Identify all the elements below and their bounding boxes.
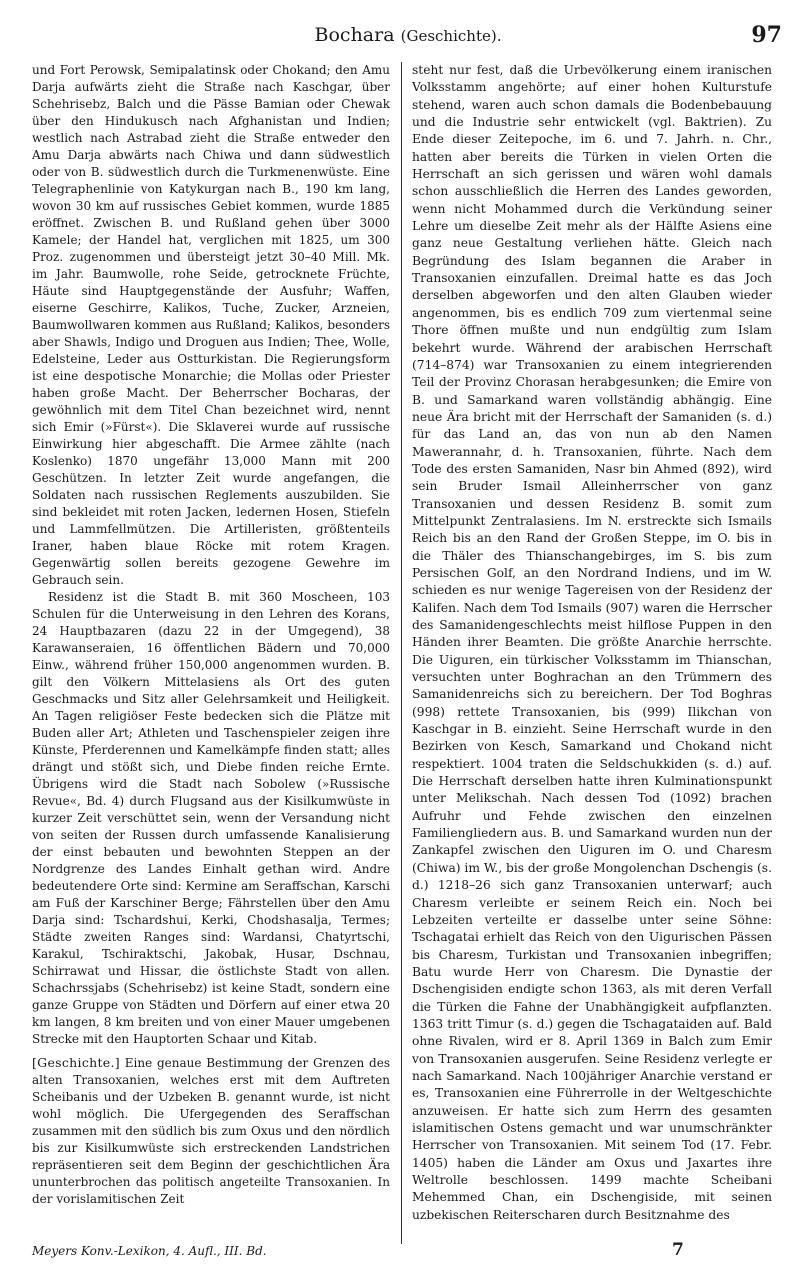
left-paragraph-3 xyxy=(32,1054,390,1208)
left-column xyxy=(32,62,390,1208)
right-column xyxy=(412,62,772,1224)
left-paragraph-3-text: Eine genaue Bestimmung der Grenzen des alten Transoxanien, welches erst mit dem Auftreten Scheibanis und der Uzbeken B. genannt wurde, ist nicht wohl möglich. Die Ufergegenden des Seraffschan zusammen mit den südlich bis zum Oxus und den nördlich bis zur Kisilkumwüste sich erstreckenden Landstrichen repräsentieren seit dem Beginn der geschichtlichen Ära ununterbrochen das politisch angeteilte Transoxanien. In der vorislamitischen Zeit xyxy=(32,1056,390,1206)
running-title-main: Bochara xyxy=(314,24,395,46)
footer-signature-mark: 7 xyxy=(672,1240,684,1260)
page-number: 97 xyxy=(751,22,782,48)
section-label-geschichte: [Geschichte.] xyxy=(32,1055,120,1070)
running-title-subtitle: (Geschichte). xyxy=(400,27,502,45)
left-paragraph-2: Residenz ist die Stadt B. mit 360 Moscheen, 103 Schulen für die Unterweisung in den Lehren des Korans, 24 Hauptbazaren (dazu 22 in der Umgegend), 38 Karawanseraien, 16 öffentlichen Bädern und 70,000 Einw., während früher 150,000 angenommen wurden. B. gilt den Völkern Mittelasiens als Ort des guten Geschmacks und Sitz aller Gelehrsamkeit und Heiligkeit. An Tagen religiöser Feste bedecken sich die Plätze mit Buden aller Art; Athleten und Taschenspieler zeigen ihre Künste, Pferderennen und Kamelkämpfe finden statt; alles drängt und stößt sich, und Diebe finden reiche Ernte. Übrigens wird die Stadt nach Sobolew (»Russische Revue«, Bd. 4) durch Flugsand aus der Kisilkumwüste in kurzer Zeit verschüttet sein, wenn der Versandung nicht von seiten der Russen durch umfassende Kanalisierung der einst bebauten und bewohnten Steppen an der Nordgrenze des Landes Einhalt gethan wird. Andre bedeutendere Orte sind: Kermine am Seraffschan, Karschi am Fuß der Karschiner Berge; Fährstellen über den Amu Darja sind: Tschardshui, Kerki, Chodshasalja, Termes; Städte zweiten Ranges sind: Wardansi, Chatyrtschi, Karakul, Tschiraktschi, Jakobak, Husar, Dschnau, Schirrawat und Hissar, die östlichste Stadt von allen. Schachrssjabs (Schehrisebz) ist keine Stadt, sondern eine ganze Gruppe von Städten und Dörfern auf einer etwa 20 km langen, 8 km breiten und von einer Mauer umgebenen Strecke mit den Hauptorten Schaar und Kitab. xyxy=(32,590,390,1046)
left-paragraph-1: und Fort Perowsk, Semipalatinsk oder Chokand; den Amu Darja aufwärts zieht die Straße nach Kaschgar, über Schehrisebz, Balch und die Pässe Bamian oder Chewak über den Hindukusch nach Afghanistan und Indien; westlich nach Astrabad zieht die Straße entweder den Amu Darja abwärts nach Chiwa und dann südwestlich oder von B. südwestlich durch die Turkmenenwüste. Eine Telegraphenlinie von Katykurgan nach B., 190 km lang, wovon 30 km auf russisches Gebiet kommen, wurde 1885 eröffnet. Zwischen B. und Rußland gehen über 3000 Kamele; der Handel hat, verglichen mit 1825, um 300 Proz. zugenommen und übersteigt jetzt 30–40 Mill. Mk. im Jahr. Baumwolle, rohe Seide, getrocknete Früchte, Häute sind Hauptgegenstände der Ausfuhr; Waffen, eiserne Geschirre, Kalikos, Tuche, Zucker, Arzneien, Baumwollwaren kommen aus Rußland; Kalikos, besonders aber Shawls, Indigo und Droguen aus Indien; Thee, Wolle, Edelsteine, Leder aus Ostturkistan. Die Regierungsform ist eine despotische Monarchie; die Mollas oder Priester haben große Macht. Der Beherrscher Bocharas, der gewöhnlich mit dem Titel Chan bezeichnet wird, nennt sich Emir (»Fürst«). Die Sklaverei wurde auf russische Einwirkung hier abgeschafft. Die Armee zählte (nach Koslenko) 1870 ungefähr 13,000 Mann mit 200 Geschützen. In letzter Zeit wurde angefangen, die Soldaten nach russischen Reglements auszubilden. Sie sind bekleidet mit roten Jacken, ledernen Hosen, Stiefeln und Lammfellmützen. Die Artilleristen, größtenteils Iraner, haben blaue Röcke mit rotem Kragen. Gegenwärtig sollen bereits gezogene Gewehre im Gebrauch sein. xyxy=(32,63,390,587)
column-divider xyxy=(401,62,402,1244)
footer-publication: Meyers Konv.-Lexikon, 4. Aufl., III. Bd. xyxy=(32,1244,267,1258)
page-header xyxy=(32,22,784,52)
running-title xyxy=(32,24,784,46)
right-paragraph-1: steht nur fest, daß die Urbevölkerung einem iranischen Volksstamm angehörte; auf einer hohen Kulturstufe stehend, waren auch schon damals die Bodenbebauung und die Industrie sehr entwickelt (vgl. Baktrien). Zu Ende dieser Zeitepoche, im 6. und 7. Jahrh. n. Chr., hatten aber bereits die Türken in vielen Orten die Herrschaft an sich gerissen und wären wohl damals schon ausschließlich die Herren des Landes geworden, wenn nicht Mohammed durch die Verkündung seiner Lehre um dieselbe Zeit mehr als der Hälfte Asiens eine ganz neue Gestaltung verliehen hätte. Gleich nach Begründung des Islam begannen die Araber in Transoxanien einzufallen. Dreimal hatte es das Joch derselben abgeworfen und den alten Glauben wieder angenommen, bis es endlich 709 zum viertenmal seine Thore öffnen mußte und nun endgültig zum Islam bekehrt wurde. Während der arabischen Herrschaft (714–874) war Transoxanien zu einem integrierenden Teil der Provinz Chorasan herabgesunken; die Emire von B. und Samarkand waren vollständig abhängig. Eine neue Ära bricht mit der Herrschaft der Samaniden (s. d.) für das Land an, das von nun ab den Namen Mawerannahr, d. h. Transoxanien, führte. Nach dem Tode des ersten Samaniden, Nasr bin Ahmed (892), wird sein Bruder Ismail Alleinherrscher von ganz Transoxanien und dessen Residenz B. somit zum Mittelpunkt Zentralasiens. Im N. erstreckte sich Ismails Reich bis an den Rand der Großen Steppe, im O. bis in die Thäler des Thianschangebirges, im S. bis zum Persischen Golf, an den Nordrand Indiens, und im W. schieden es nur wenige Tagereisen von der Residenz der Kalifen. Nach dem Tod Ismails (907) waren die Herrscher des Samanidengeschlechts meist hilflose Puppen in den Händen ihrer Beamten. Die größte Anarchie herrschte. Die Uiguren, ein türkischer Volksstamm im Thianschan, versuchten unter Boghrachan an den Trümmern des Samanidenreichs sich zu bereichern. Der Tod Boghras (998) rettete Transoxanien, bis (999) Ilikchan von Kaschgar in B. einzieht. Seine Herrschaft wurde in den Bezirken von Kesch, Samarkand und Chokand nicht respektiert. 1004 traten die Seldschukkiden (s. d.) auf. Die Herrschaft derselben hatte ihren Kulminationspunkt unter Melikschah. Nach dessen Tod (1092) brachen Aufruhr und Fehde zwischen den einzelnen Familiengliedern aus. B. und Samarkand wurden nun der Zankapfel zwischen den Uiguren im O. und Charesm (Chiwa) im W., bis der große Mongolenchan Dschengis (s. d.) 1218–26 sich ganz Transoxanien unterwarf; auch Charesm verleibte er seinem Reich ein. Noch bei Lebzeiten verteilte er dasselbe unter seine Söhne: Tschagatai erhielt das Reich von den Uigurischen Pässen bis Charesm, Turkistan und Transoxanien inbegriffen; Batu wurde Herr von Charesm. Die Dynastie der Dschengisiden endigte schon 1363, als mit deren Verfall die Türken die Fahne der Unabhängigkeit aufpflanzten. 1363 tritt Timur (s. d.) gegen die Tschagataiden auf. Bald ohne Rivalen, wird er 8. April 1369 in Balch zum Emir von Transoxanien ausgerufen. Seine Residenz verlegte er nach Samarkand. Nach 100jähriger Anarchie verstand er es, Transoxanien eine Führerrolle in der Weltgeschichte anzuweisen. Er hatte sich zum Herrn des gesamten islamitischen Ostens gemacht und war unumschränkter Herrscher von Transoxanien. Mit seinem Tod (17. Febr. 1405) haben die Länder am Oxus und Jaxartes ihre Weltrolle beschlossen. 1499 machte Scheibani Mehemmed Chan, ein Dschengiside, mit seinen uzbekischen Reiterscharen durch Besitznahme des xyxy=(412,63,772,1222)
